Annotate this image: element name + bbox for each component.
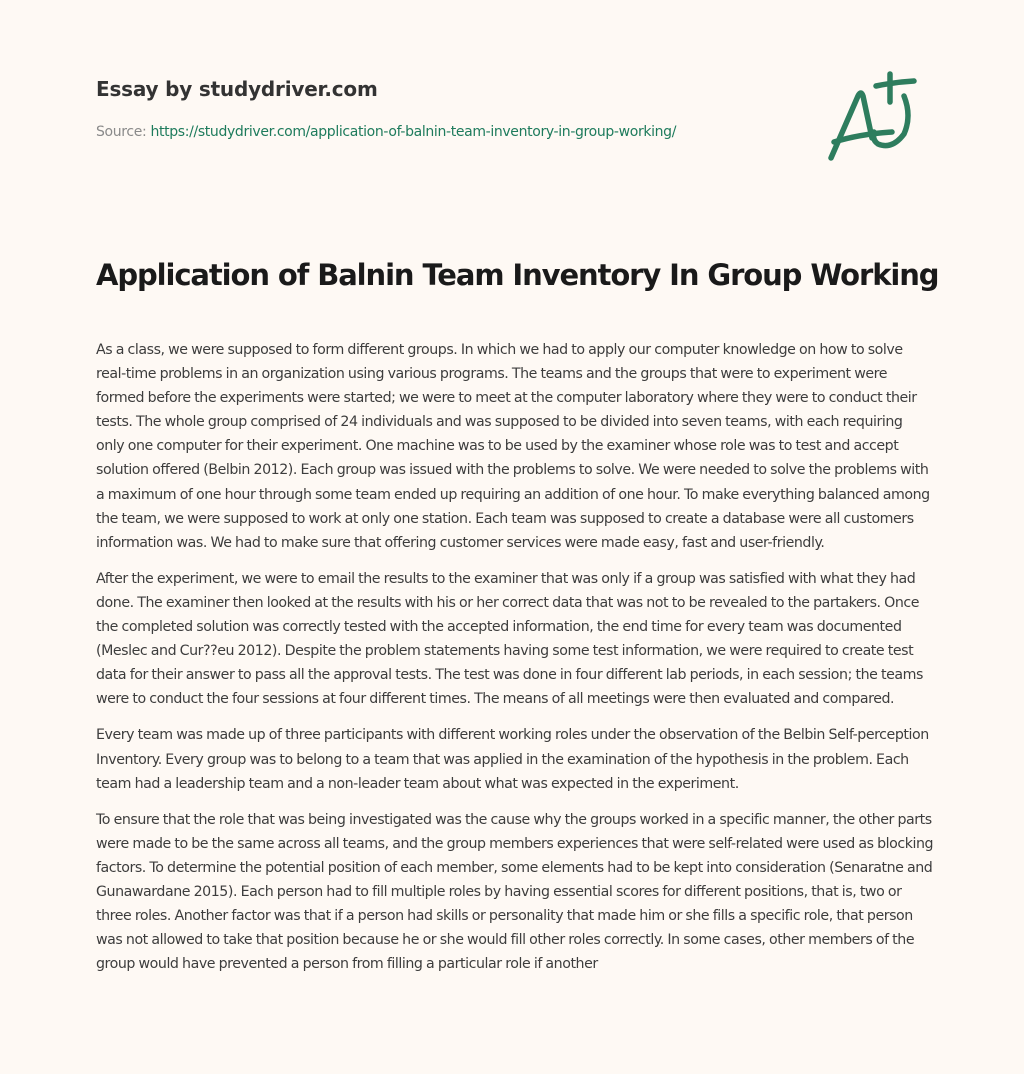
essay-paragraph: To ensure that the role that was being investigated was the cause why the groups worked in a specific manner, the other parts were made to be the same across all teams, and the group members experiences that were self-related were used as blocking factors. To determine the potential position of each member, some elements had to be kept into consideration (Senaratne and Gunawardane 2015). Each person had to fill multiple roles by having essential scores for different positions, that is, two or three roles. Another factor was that if a person had skills or personality that made him or she fills a specific role, that person was not allowed to take that position because he or she would fill other roles correctly. In some cases, other members of the group would have prevented a person from filling a particular role if another (96, 811, 934, 973)
essay-paragraph: As a class, we were supposed to form different groups. In which we had to apply our computer knowledge on how to solve real-time problems in an organization using various programs. The teams and the groups that were to experiment were formed before the experiments were started; we were to meet at the computer laboratory where they were to conduct their tests. The whole group comprised of 24 individuals and was supposed to be divided into seven teams, with each requiring only one computer for their experiment. One machine was to be used by the examiner whose role was to test and accept solution offered (Belbin 2012). Each group was issued with the problems to solve. We were needed to solve the problems with a maximum of one hour through some team ended up requiring an addition of one hour. To make everything balanced among the team, we were supposed to work at only one station. Each team was supposed to create a database were all customers information was. We had to make sure that offering customer services were made easy, fast and user-friendly. (96, 342, 930, 551)
essay-body (96, 338, 934, 988)
a-plus-grade-icon (820, 66, 930, 166)
essay-paragraph: After the experiment, we were to email the results to the examiner that was only if a group was satisfied with what they had done. The examiner then looked at the results with his or her correct data that was not to be revealed to the partakers. Once the completed solution was correctly tested with the accepted information, the end time for every team was documented (Meslec and Cur??eu 2012). Despite the problem statements having some test information, we were required to create test data for their answer to pass all the approval tests. The test was done in four different lab periods, in each session; the teams were to conduct the four sessions at four different times. The means of all meetings were then evaluated and compared. (96, 570, 923, 708)
brand-title: Essay by studydriver.com (96, 77, 378, 101)
source-link[interactable]: https://studydriver.com/application-of-balnin-team-inventory-in-group-working/ (150, 124, 677, 140)
essay-title: Application of Balnin Team Inventory In Group Working (96, 258, 939, 292)
essay-header (96, 74, 926, 184)
source-line (96, 122, 926, 142)
essay-paragraph: Every team was made up of three participants with different working roles under the observation of the Belbin Self-perception Inventory. Every group was to belong to a team that was applied in the examination of the hypothesis in the problem. Each team had a leadership team and a non-leader team about what was expected in the experiment. (96, 727, 929, 792)
source-label: Source: (96, 124, 151, 140)
